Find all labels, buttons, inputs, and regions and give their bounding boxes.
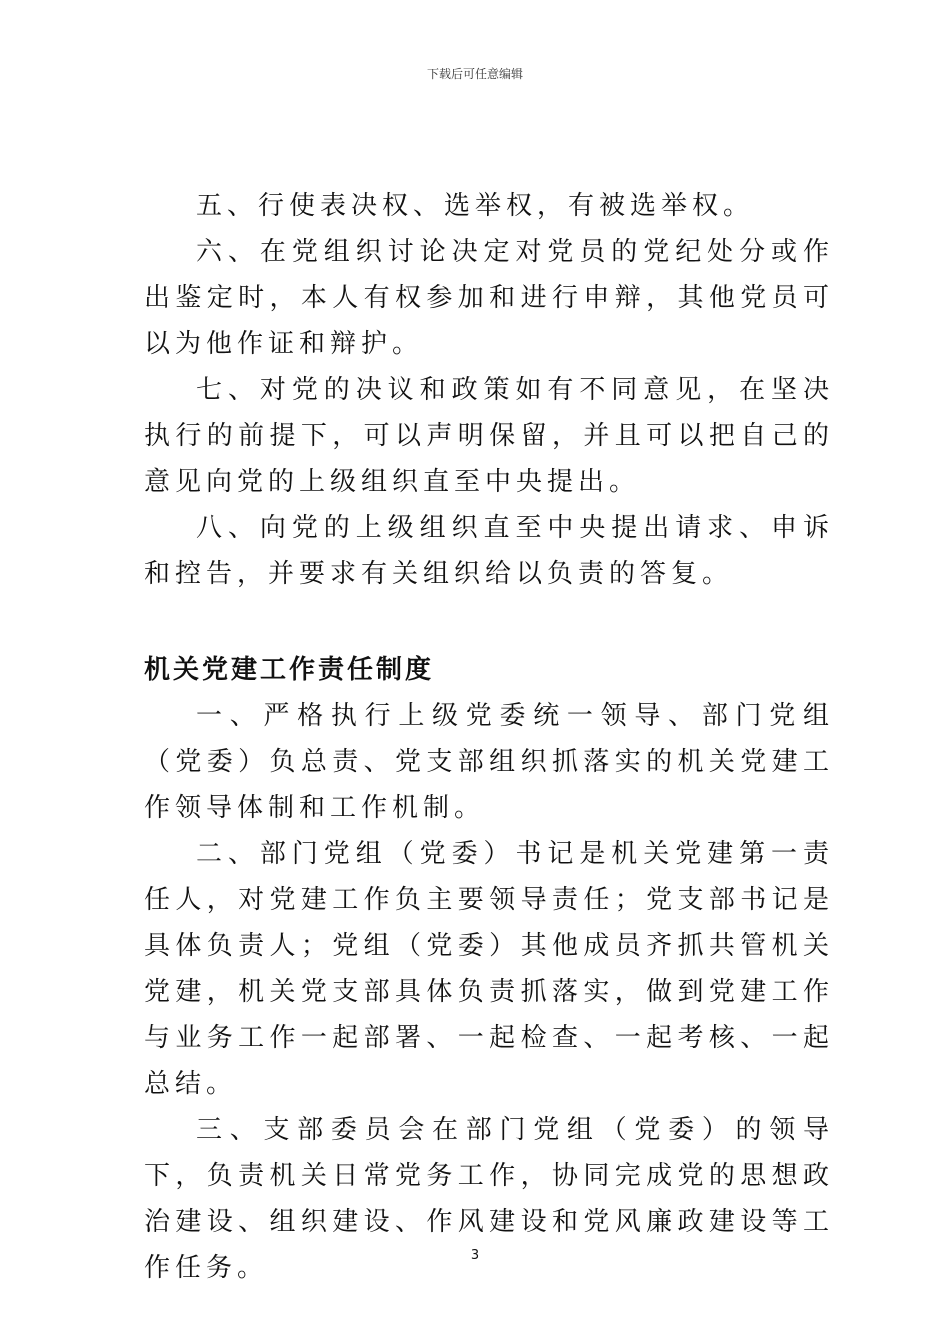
page-number: 3 <box>470 1248 480 1263</box>
paragraph-item-8: 八、向党的上级组织直至中央提出请求、申诉和控告，并要求有关组织给以负责的答复。 <box>144 513 834 589</box>
responsibility-item-1: 一、严格执行上级党委统一领导、部门党组（党委）负总责、党支部组织抓落实的机关党建工作领导体制和工作机制。 <box>144 701 834 823</box>
section-gap <box>144 597 834 647</box>
page-header: 下载后可任意编辑 <box>426 67 523 81</box>
section-title: 机关党建工作责任制度 <box>144 655 435 685</box>
document-body <box>144 183 834 1291</box>
responsibility-item-2: 二、部门党组（党委）书记是机关党建第一责任人，对党建工作负主要领导责任；党支部书记是具体负责人；党组（党委）其他成员齐抓共管机关党建，机关党支部具体负责抓落实，做到党建工作与业务工作一起部署、一起检查、一起考核、一起总结。 <box>144 839 834 1099</box>
paragraph-item-5: 五、行使表决权、选举权，有被选举权。 <box>196 191 755 221</box>
responsibility-item-3: 三、支部委员会在部门党组（党委）的领导下，负责机关日常党务工作，协同完成党的思想政治建设、组织建设、作风建设和党风廉政建设等工作任务。 <box>144 1115 834 1283</box>
paragraph-item-6: 六、在党组织讨论决定对党员的党纪处分或作出鉴定时，本人有权参加和进行申辩，其他党员可以为他作证和辩护。 <box>144 237 834 359</box>
paragraph-item-7: 七、对党的决议和政策如有不同意见，在坚决执行的前提下，可以声明保留，并且可以把自己的意见向党的上级组织直至中央提出。 <box>144 375 834 497</box>
